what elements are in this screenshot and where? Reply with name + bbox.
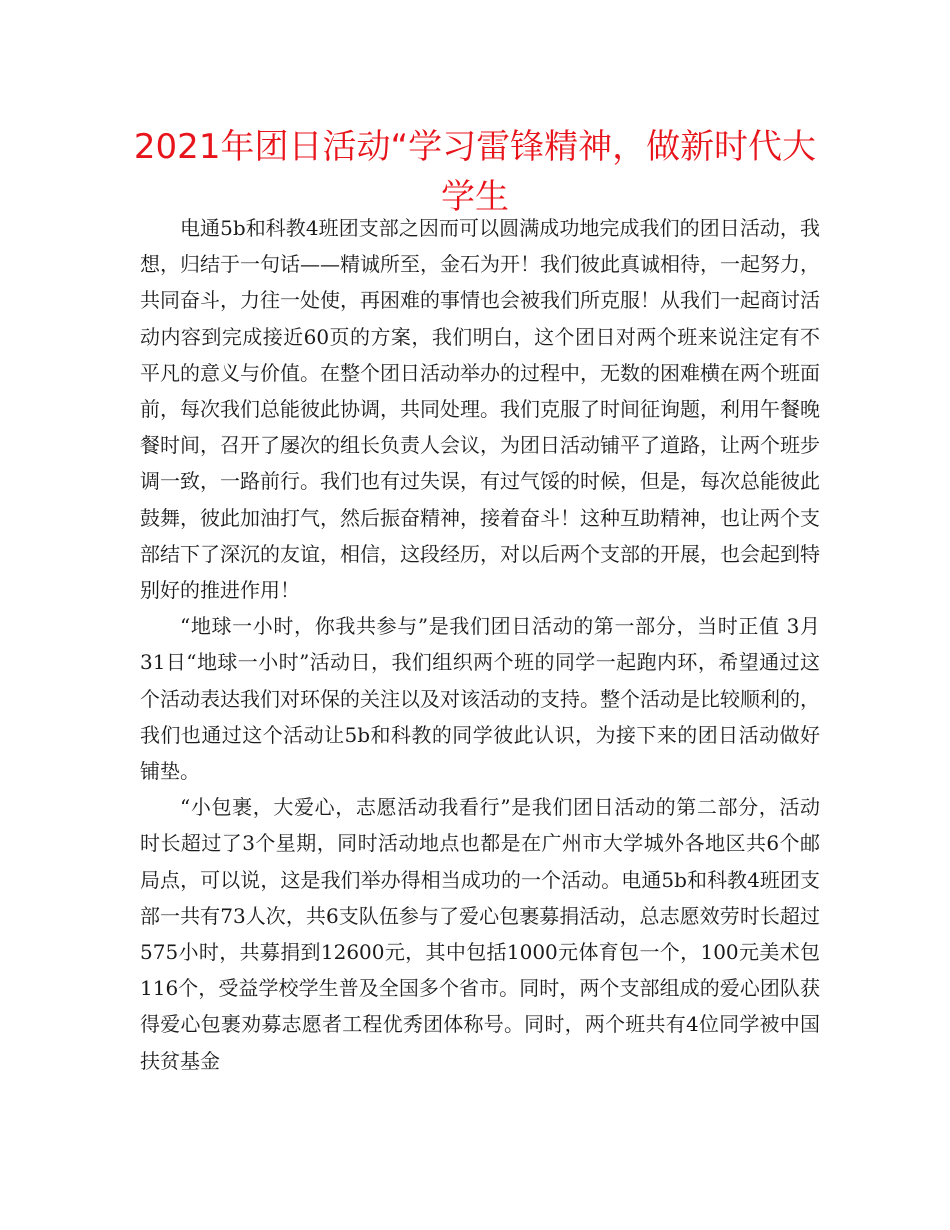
paragraph-3: “小包裹，大爱心，志愿活动我看行”是我们团日活动的第二部分，活动时长超过了3个星期，同时活动地点也都是在广州市大学城外各地区共6个邮局点，可以说，这是我们举办得相当成功的一个活动。电通5b和科教4班团支部一共有73人次，共6支队伍参与了爱心包裹募捐活动，总志愿效劳时长超过575小时，共募捐到12600元，其中包括1000元体育包一个，100元美术包116个，受益学校学生普及全国多个省市。同时，两个支部组成的爱心团队获得爱心包裹劝募志愿者工程优秀团体称号。同时，两个班共有4位同学被中国扶贫基金 [140, 795, 820, 1073]
paragraph-2: “地球一小时，你我共参与”是我们团日活动的第一部分，当时正值 3月31日“地球一小时”活动日，我们组织两个班的同学一起跑内环，希望通过这个活动表达我们对环保的关注以及对该活动的支持。整个活动是比较顺利的，我们也通过这个活动让5b和科教的同学彼此认识，为接下来的团日活动做好铺垫。 [140, 614, 820, 784]
document-title: 2021年团日活动“学习雷锋精神，做新时代大学生 [133, 127, 817, 217]
document-body [140, 210, 820, 1079]
paragraph-1: 电通5b和科教4班团支部之因而可以圆满成功地完成我们的团日活动，我想，归结于一句话——精诚所至，金石为开！我们彼此真诚相待，一起努力，共同奋斗，力往一处使，再困难的事情也会被我们所克服！从我们一起商讨活动内容到完成接近60页的方案，我们明白，这个团日对两个班来说注定有不平凡的意义与价值。在整个团日活动举办的过程中，无数的困难横在两个班面前，每次我们总能彼此协调，共同处理。我们克服了时间征询题，利用午餐晚餐时间，召开了屡次的组长负责人会议，为团日活动铺平了道路，让两个班步调一致，一路前行。我们也有过失误，有过气馁的时候，但是，每次总能彼此鼓舞，彼此加油打气，然后振奋精神，接着奋斗！这种互助精神，也让两个支部结下了深沉的友谊，相信，这段经历，对以后两个支部的开展，也会起到特别好的推进作用！ [140, 216, 820, 603]
